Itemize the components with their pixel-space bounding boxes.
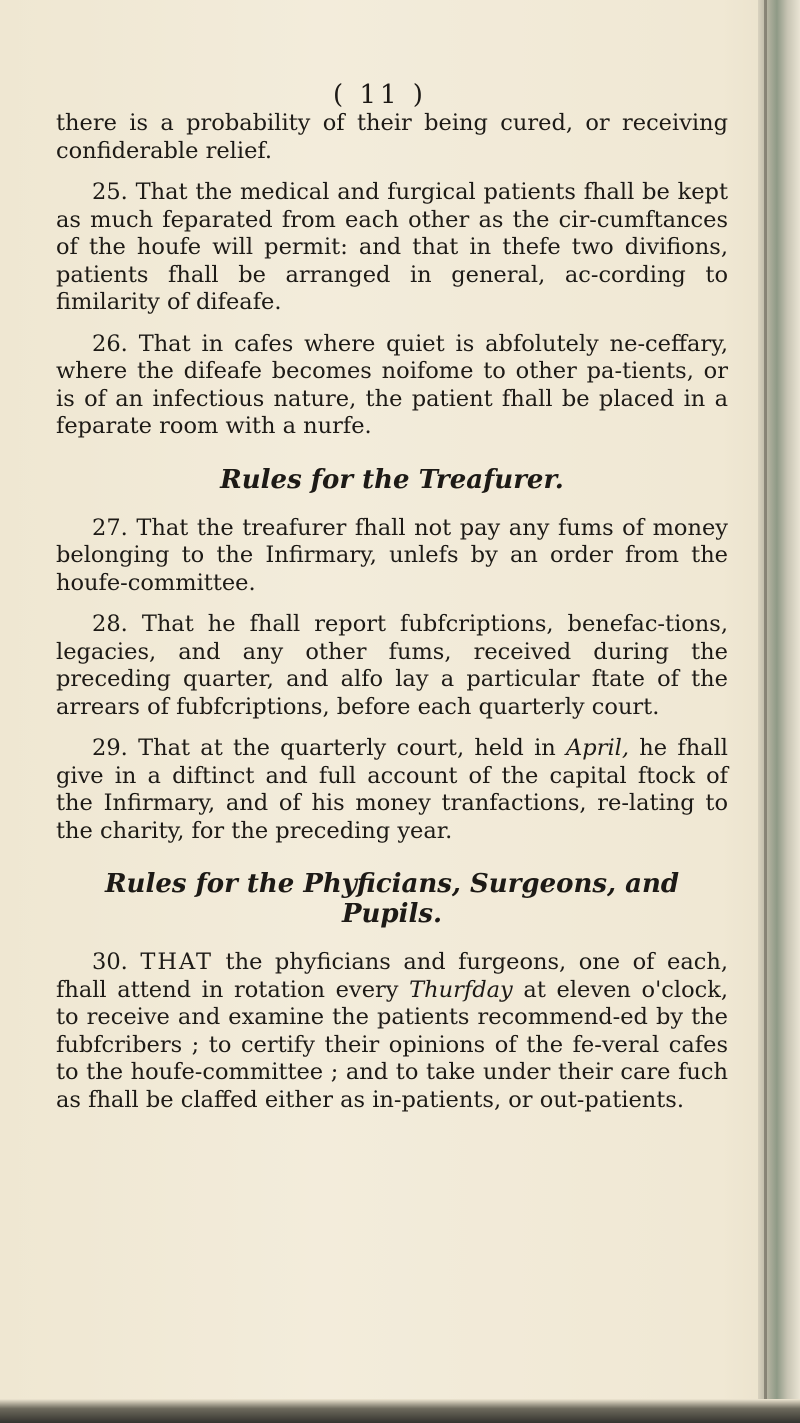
rule-number: 30. xyxy=(92,949,128,975)
rule-text: That he fhall report fubfcriptions, benefac-tions, legacies, and any other fums, received during the preceding quarter, and alfo lay a particular ftate of the arrears of fubfcriptions, before each quarterly court. xyxy=(56,611,728,720)
page-content xyxy=(56,110,728,1114)
rule-text: That the medical and furgical patients fhall be kept as much feparated from each other as the cir-cumftances of the houfe will permit: and that in thefe two divifions, patients fhall be arranged in general, ac-cording to fimilarity of difeafe. xyxy=(56,179,728,315)
rule-lead-word: THAT xyxy=(140,949,213,975)
page-bottom-edge xyxy=(0,1399,800,1423)
rule-text-after: he fhall give in a diftinct and full account of the capital ftock of the Infirmary, and of his money tranfactions, re-lating to the charity, for the preceding year. xyxy=(56,735,728,844)
rule-text-italic: April, xyxy=(566,735,629,761)
rule-number: 26. xyxy=(92,330,128,357)
rule-text-italic: Thurfday xyxy=(409,976,513,1003)
rule-text-after: at eleven o'clock, to receive and examine the patients recommend-ed by the fubfcribers ; to certify their opinions of the fe-veral cafes to the houfe-committee ; and to take under their care fuch as fhall be claffed either as in-patients, or out-patients. xyxy=(56,976,728,1113)
rule-text: That the treafurer fhall not pay any fums of money belonging to the Infirmary, unlefs by an order from the houfe-committee. xyxy=(56,514,728,596)
rule-27 xyxy=(56,515,728,598)
rule-text-before: the phyficians and furgeons, one of each, fhall attend in rotation every xyxy=(56,949,729,1003)
rule-25 xyxy=(56,179,728,317)
rule-number: 25. xyxy=(92,179,128,205)
section-heading-physicians: Rules for the Phyficians, Surgeons, and Pupils. xyxy=(104,869,680,929)
rule-text: That in cafes where quiet is abfolutely ne-ceffary, where the difeafe becomes noifome to other pa-tients, or is of an infectious nature, the patient fhall be placed in a feparate room with a nurfe. xyxy=(56,330,728,439)
rule-30 xyxy=(56,949,728,1114)
rule-number: 28. xyxy=(92,611,128,637)
page-binding-edge xyxy=(758,0,800,1423)
rule-number: 27. xyxy=(92,514,128,541)
rule-29 xyxy=(56,735,728,845)
continued-paragraph: there is a probability of their being cured, or receiving confiderable relief. xyxy=(56,110,728,164)
rule-number: 29. xyxy=(92,735,128,761)
page-number: ( 11 ) xyxy=(333,80,427,110)
section-heading-treasurer: Rules for the Treafurer. xyxy=(220,464,564,495)
rule-26 xyxy=(56,331,728,441)
rule-28 xyxy=(56,611,728,721)
rule-text-before: That at the quarterly court, held in xyxy=(138,735,567,761)
